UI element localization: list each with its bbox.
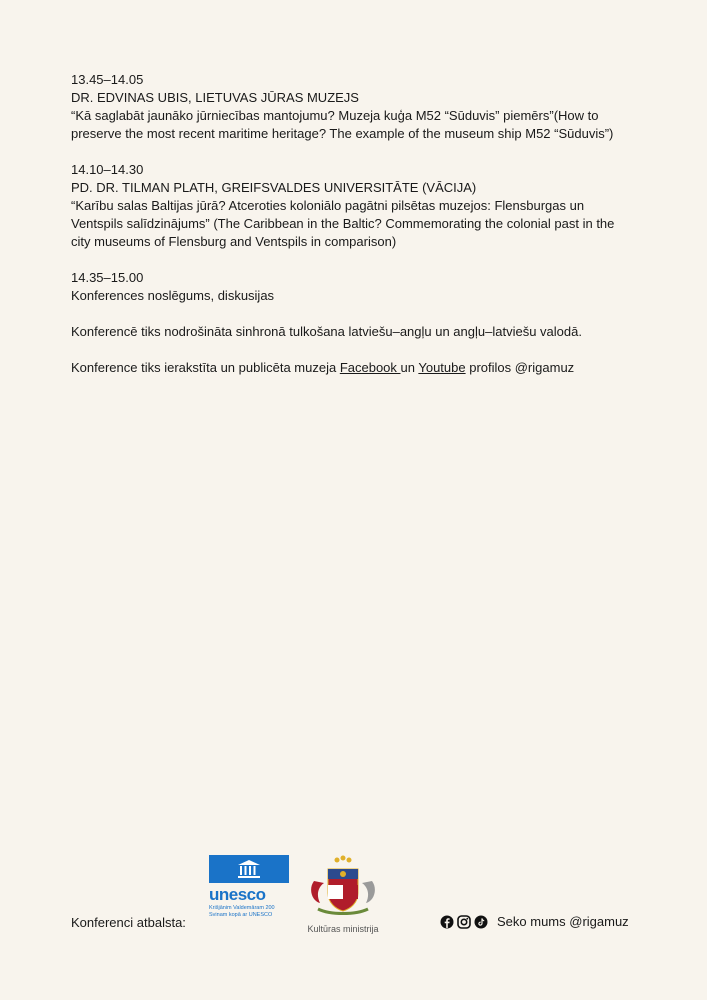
- program-content: [71, 71, 641, 395]
- recording-suffix: profilos @rigamuz: [465, 360, 575, 375]
- support-label: Konferenci atbalsta:: [71, 915, 186, 930]
- ministry-label: Kultūras ministrija: [307, 924, 379, 934]
- program-speaker: PD. DR. TILMAN PLATH, GREIFSVALDES UNIVERSITĀTE (VĀCIJA): [71, 180, 477, 195]
- program-talk-line: “Kā saglabāt jaunāko jūrniecības mantojumu? Muzeja kuģa M52 “Sūduvis” piemērs”(How to: [71, 108, 599, 123]
- program-speaker: DR. EDVINAS UBIS, LIETUVAS JŪRAS MUZEJS: [71, 90, 359, 105]
- youtube-link[interactable]: Youtube: [418, 360, 466, 375]
- program-closing: Konferences noslēgums, diskusijas: [71, 288, 275, 303]
- social-links: [440, 914, 629, 929]
- program-item-2: [71, 161, 641, 251]
- instagram-icon[interactable]: [457, 915, 471, 929]
- unesco-wordmark: unesco: [209, 885, 266, 904]
- ministry-logo: [303, 855, 383, 934]
- unesco-subtitle-2: Svinam kopā ar UNESCO: [209, 912, 273, 918]
- footer: [0, 850, 707, 940]
- program-talk-line: city museums of Flensburg and Ventspils in comparison): [71, 234, 397, 249]
- social-follow-text: Seko mums @rigamuz: [497, 914, 629, 929]
- coat-of-arms-icon: [304, 855, 382, 917]
- translation-note: Konferencē tiks nodrošināta sinhronā tulkošana latviešu–angļu un angļu–latviešu valodā.: [71, 324, 582, 339]
- program-talk-line: Ventspils salīdzinājums” (The Caribbean in the Baltic? Commemorating the colonial past in the: [71, 216, 615, 231]
- program-talk-line: preserve the most recent maritime heritage? The example of the museum ship M52 “Sūduvis”): [71, 126, 614, 141]
- unesco-logo: [209, 855, 291, 919]
- unesco-subtitle-1: Krišjānim Valdemāram 200: [209, 905, 275, 911]
- program-item-1: [71, 71, 641, 143]
- unesco-temple-icon: [209, 855, 289, 883]
- tiktok-icon[interactable]: [474, 915, 488, 929]
- recording-note: [71, 359, 641, 377]
- program-time: 13.45–14.05: [71, 72, 144, 87]
- recording-prefix: Konference tiks ierakstīta un publicēta muzeja: [71, 360, 340, 375]
- program-talk-line: “Karību salas Baltijas jūrā? Atceroties koloniālo pagātni pilsētas muzejos: Flensburgas un: [71, 198, 585, 213]
- recording-middle: un: [400, 360, 419, 375]
- facebook-icon[interactable]: [440, 915, 454, 929]
- facebook-link[interactable]: Facebook: [339, 360, 401, 375]
- program-time: 14.10–14.30: [71, 162, 144, 177]
- program-item-3: [71, 269, 641, 305]
- program-time: 14.35–15.00: [71, 270, 144, 285]
